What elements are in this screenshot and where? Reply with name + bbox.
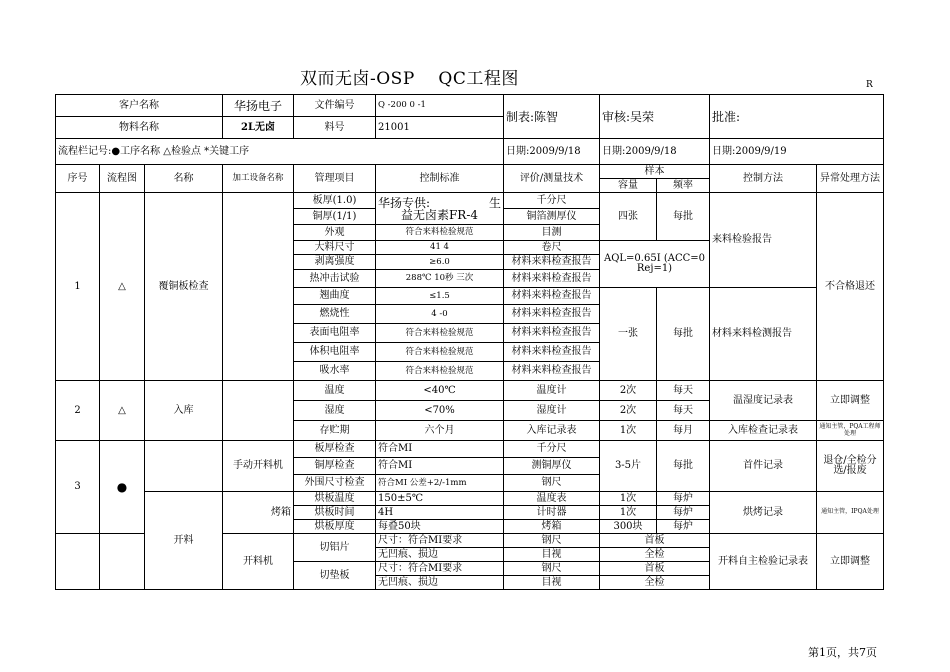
- s3-std: 150±5℃: [376, 492, 504, 506]
- s3-std: 符合MI 公差+2/-1mm: [376, 475, 504, 492]
- approved-by: 批准:: [710, 95, 884, 139]
- s1-std: ≥6.0: [376, 255, 504, 270]
- s2-abnormal-a: 立即调整: [817, 381, 884, 421]
- s4-sample: 全检: [600, 576, 710, 590]
- s1-cap-b: 一张: [600, 288, 657, 381]
- s4-eval: 目视: [504, 548, 600, 562]
- s1-item: 外观: [294, 225, 376, 241]
- col-control: 控制方法: [710, 165, 817, 193]
- s3-name: 开料: [145, 492, 223, 590]
- qc-process-table: [55, 94, 884, 590]
- s3-cap: 300块: [600, 520, 657, 534]
- s3-eval: 温度表: [504, 492, 600, 506]
- s1-item: 剥离强度: [294, 255, 376, 270]
- s2-name: 入库: [145, 381, 223, 441]
- s1-item: 燃烧性: [294, 305, 376, 324]
- s3-equip-b: 烤箱: [223, 492, 294, 534]
- s2-cap: 2次: [600, 401, 657, 421]
- s1-equipment: [223, 193, 294, 381]
- s3-std: 符合MI: [376, 458, 504, 475]
- s1-eval: 材料来料检查报告: [504, 362, 600, 381]
- s1-eval: 材料来料检查报告: [504, 305, 600, 324]
- s3-eval: 千分尺: [504, 441, 600, 458]
- s2-control-b: 入库检查记录表: [710, 421, 817, 441]
- s2-freq: 每月: [657, 421, 710, 441]
- s4-std: 尺寸：符合MI要求: [376, 562, 504, 576]
- col-frequency: 频率: [657, 179, 710, 193]
- s1-aql: AQL=0.65I (ACC=0 Rej=1): [600, 241, 710, 288]
- s3-std: 4H: [376, 506, 504, 520]
- date-approved: 日期:2009/9/19: [710, 139, 884, 165]
- s3-item: 外围尺寸检查: [294, 475, 376, 492]
- s1-abnormal: 不合格退还: [817, 193, 884, 381]
- s4-item-a: 切铝片: [294, 534, 376, 562]
- col-name: 名称: [145, 165, 223, 193]
- s1-eval: 材料来料检查报告: [504, 270, 600, 288]
- s4-equip: 开料机: [223, 534, 294, 590]
- s1-std: 4 -0: [376, 305, 504, 324]
- s3-eval: 测铜厚仪: [504, 458, 600, 475]
- s2-eval: 温度计: [504, 381, 600, 401]
- s2-cap: 1次: [600, 421, 657, 441]
- s3-item: 烘板温度: [294, 492, 376, 506]
- s2-std: <70%: [376, 401, 504, 421]
- s1-std: 符合来料检验规范: [376, 225, 504, 241]
- s2-std: 六个月: [376, 421, 504, 441]
- s1-std: 符合来料检验规范: [376, 343, 504, 362]
- col-item: 管理项目: [294, 165, 376, 193]
- s3-freq: 每炉: [657, 506, 710, 520]
- s4-eval: 目视: [504, 576, 600, 590]
- s1-item: 热冲击试验: [294, 270, 376, 288]
- s3-abnormal-b: 通知主管，IPQA处理: [817, 492, 884, 534]
- s4-eval: 钢尺: [504, 562, 600, 576]
- document-title: 双而无卤-OSP QC工程图: [300, 69, 519, 89]
- s1-flow-triangle: △: [100, 193, 145, 381]
- date-prepared: 日期:2009/9/18: [504, 139, 600, 165]
- s3-abnormal-a: 退仓/全检分选/报废: [817, 441, 884, 492]
- s1-eval: 千分尺: [504, 193, 600, 209]
- s1-seq: 1: [56, 193, 100, 381]
- s1-item: 铜厚(1/1): [294, 209, 376, 225]
- s3-seq: 3: [56, 441, 100, 534]
- s1-std: 符合来料检验规范: [376, 324, 504, 343]
- part-no-label: 料号: [294, 117, 376, 139]
- s3-flow-dot: ●: [100, 441, 145, 534]
- s1-item: 吸水率: [294, 362, 376, 381]
- s1-eval: 目测: [504, 225, 600, 241]
- s4-sample: 首板: [600, 534, 710, 548]
- s1-std-main-1: 华扬专供:: [378, 196, 431, 209]
- customer-label: 客户名称: [56, 95, 223, 117]
- s1-eval: 材料来料检查报告: [504, 255, 600, 270]
- s4-sample: 全检: [600, 548, 710, 562]
- s1-name: 覆铜板检查: [145, 193, 223, 381]
- s3-item: 板厚检查: [294, 441, 376, 458]
- s3-cap: 1次: [600, 506, 657, 520]
- col-capacity: 容量: [600, 179, 657, 193]
- s2-eval: 入库记录表: [504, 421, 600, 441]
- s1-eval: 材料来料检查报告: [504, 288, 600, 305]
- s2-abnormal-b: 通知主管，PQA工程师处理: [817, 421, 884, 441]
- s4-eval: 钢尺: [504, 534, 600, 548]
- customer-value: 华扬电子: [223, 95, 294, 117]
- col-abnormal: 异常处理方法: [817, 165, 884, 193]
- s4-seq: [56, 534, 100, 590]
- s1-freq-a: 每批: [657, 193, 710, 241]
- s3-eval: 钢尺: [504, 475, 600, 492]
- s4-std: 尺寸：符合MI要求: [376, 534, 504, 548]
- s3-cap-a: 3-5片: [600, 441, 657, 492]
- s1-cap-a: 四张: [600, 193, 657, 241]
- s4-control: 开料自主检验记录表: [710, 534, 817, 590]
- s3-eval: 烤箱: [504, 520, 600, 534]
- s1-std-main-3: 益无卤素FR-4: [400, 208, 479, 221]
- s1-std-main-2: 生: [488, 196, 501, 209]
- s4-abnormal: 立即调整: [817, 534, 884, 590]
- s4-item-b: 切垫板: [294, 562, 376, 590]
- s3-cap: 1次: [600, 492, 657, 506]
- col-standard: 控制标准: [376, 165, 504, 193]
- col-flow: 流程图: [100, 165, 145, 193]
- s2-item: 存贮期: [294, 421, 376, 441]
- date-reviewed: 日期:2009/9/18: [600, 139, 710, 165]
- s1-item: 翘曲度: [294, 288, 376, 305]
- s1-eval: 卷尺: [504, 241, 600, 255]
- col-equipment: 加工设备名称: [223, 165, 294, 193]
- s1-std: 288℃ 10秒 三次: [376, 270, 504, 288]
- s1-item: 大料尺寸: [294, 241, 376, 255]
- col-eval: 评价/测量技术: [504, 165, 600, 193]
- s4-flow: [100, 534, 145, 590]
- s3-control-b: 烘烤记录: [710, 492, 817, 534]
- file-no-label: 文件编号: [294, 95, 376, 117]
- s1-eval: 材料来料检查报告: [504, 343, 600, 362]
- s3-equip-a: 手动开料机: [223, 441, 294, 492]
- s3-blank: [145, 441, 223, 492]
- s3-eval: 计时器: [504, 506, 600, 520]
- s3-item: 烘板时间: [294, 506, 376, 520]
- s4-sample: 首板: [600, 562, 710, 576]
- material-label: 物料名称: [56, 117, 223, 139]
- s2-cap: 2次: [600, 381, 657, 401]
- part-no-value: 21001: [376, 117, 504, 139]
- s1-item: 体积电阻率: [294, 343, 376, 362]
- s4-std: 无凹痕、损边: [376, 576, 504, 590]
- s2-flow-triangle: △: [100, 381, 145, 441]
- s1-item: 板厚(1.0): [294, 193, 376, 209]
- s3-item: 铜厚检查: [294, 458, 376, 475]
- s2-freq: 每天: [657, 381, 710, 401]
- material-value: 2L无卤: [223, 117, 294, 139]
- s2-freq: 每天: [657, 401, 710, 421]
- s1-control-b: 材料来料检测报告: [710, 288, 817, 381]
- revision-mark: R: [866, 80, 873, 90]
- s1-std: 符合来料检验规范: [376, 362, 504, 381]
- s3-std: 符合MI: [376, 441, 504, 458]
- s2-eval: 湿度计: [504, 401, 600, 421]
- s3-freq: 每炉: [657, 492, 710, 506]
- s2-equipment: [223, 381, 294, 441]
- col-sample: 样本: [600, 165, 710, 179]
- s1-std: ≤1.5: [376, 288, 504, 305]
- flow-legend: 流程栏记号:●工序名称 △检验点 *关键工序: [56, 139, 504, 165]
- col-seq: 序号: [56, 165, 100, 193]
- s1-std: 41 4: [376, 241, 504, 255]
- s3-control-a: 首件记录: [710, 441, 817, 492]
- s2-item: 湿度: [294, 401, 376, 421]
- s3-std: 每叠50块: [376, 520, 504, 534]
- s2-seq: 2: [56, 381, 100, 441]
- s1-eval: 材料来料检查报告: [504, 324, 600, 343]
- s3-item: 烘板厚度: [294, 520, 376, 534]
- s1-eval: 铜箔测厚仪: [504, 209, 600, 225]
- s1-std-main: [376, 193, 504, 225]
- s4-std: 无凹痕、损边: [376, 548, 504, 562]
- s1-control-a: 来料检验报告: [710, 193, 817, 288]
- prepared-by: 制表:陈智: [504, 95, 600, 139]
- s2-control-a: 温湿度记录表: [710, 381, 817, 421]
- s2-item: 温度: [294, 381, 376, 401]
- s1-item: 表面电阻率: [294, 324, 376, 343]
- page-footer: 第1页，共7页: [808, 646, 877, 659]
- file-no-value: Q -200 0 -1: [376, 95, 504, 117]
- s3-freq-a: 每批: [657, 441, 710, 492]
- s2-std: <40℃: [376, 381, 504, 401]
- s1-freq-b: 每批: [657, 288, 710, 381]
- reviewed-by: 审核:吴荣: [600, 95, 710, 139]
- s3-freq: 每炉: [657, 520, 710, 534]
